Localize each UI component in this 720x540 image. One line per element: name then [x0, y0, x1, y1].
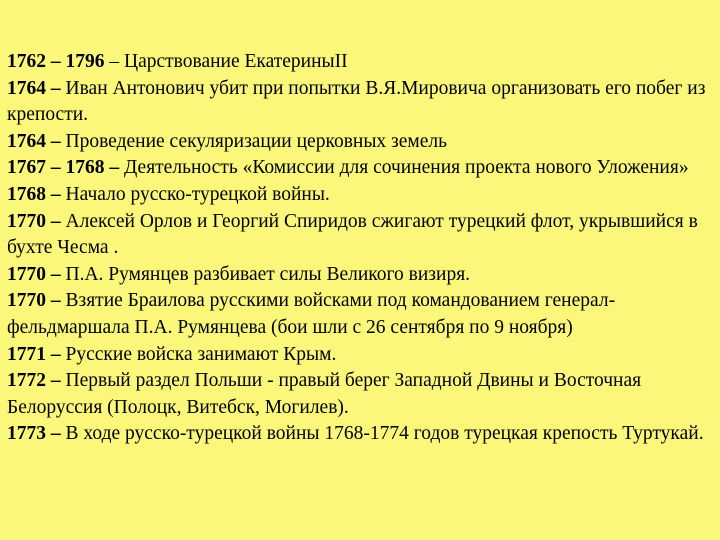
- timeline-entry: 1770 – П.А. Румянцев разбивает силы Великого визиря.: [7, 263, 471, 285]
- entry-year: 1770: [7, 210, 46, 232]
- entry-text: Русские войска занимают Крым.: [65, 343, 337, 365]
- entry-year: 1770: [7, 263, 46, 285]
- entry-text: В ходе русско-турецкой войны 1768-1774 годов турецкая крепость Туртукай.: [65, 423, 704, 445]
- entry-text: Проведение секуляризации церковных земель: [65, 130, 448, 152]
- entry-year: 1772: [7, 370, 46, 392]
- timeline-entry: 1771 – Русские войска занимают Крым.: [7, 343, 337, 365]
- entry-year: 1762 – 1796: [7, 51, 105, 72]
- entry-text: Начало русско-турецкой войны.: [65, 183, 330, 205]
- entry-year: 1770: [7, 290, 46, 312]
- entry-text: Взятие Браилова русскими войсками под командованием генерал-фельдмаршала П.А. Румянцева (бои шли с 26 сентября по 9 ноября): [7, 290, 616, 338]
- timeline-entry: 1772 – Первый раздел Польши - правый берег Западной Двины и Восточная Белоруссия (Полоцк, Витебск, Могилев).: [7, 370, 642, 418]
- entry-year: 1767 – 1768: [7, 157, 105, 179]
- entry-year: 1768: [7, 183, 46, 205]
- entry-text: Иван Антонович убит при попытки В.Я.Мировича организовать его побег из крепости.: [7, 77, 706, 126]
- entry-year: 1764: [7, 130, 46, 152]
- timeline-entry: 1762 – 1796 – Царствование ЕкатериныII: [7, 51, 348, 72]
- entry-year: 1764: [7, 77, 46, 99]
- timeline-list: [7, 49, 715, 448]
- entry-text: Алексей Орлов и Георгий Спиридов сжигают турецкий флот, укрывшийся в бухте Чесма .: [7, 210, 698, 259]
- entry-text: Царствование ЕкатериныII: [124, 51, 348, 72]
- timeline-entry: 1773 – В ходе русско-турецкой войны 1768-1774 годов турецкая крепость Туртукай.: [7, 423, 704, 445]
- entry-year: 1771: [7, 343, 46, 365]
- timeline-entry: 1767 – 1768 – Деятельность «Комиссии для сочинения проекта нового Уложения»: [7, 157, 689, 179]
- timeline-entry: 1770 – Алексей Орлов и Георгий Спиридов сжигают турецкий флот, укрывшийся в бухте Чесма .: [7, 210, 698, 259]
- entry-text: П.А. Румянцев разбивает силы Великого визиря.: [65, 263, 471, 285]
- entry-year: 1773: [7, 423, 46, 445]
- timeline-entry: 1768 – Начало русско-турецкой войны.: [7, 183, 330, 205]
- timeline-entry: 1764 – Иван Антонович убит при попытки В.Я.Мировича организовать его побег из крепости.: [7, 77, 706, 126]
- entry-text: Деятельность «Комиссии для сочинения проекта нового Уложения»: [124, 157, 689, 179]
- entry-text: Первый раздел Польши - правый берег Западной Двины и Восточная Белоруссия (Полоцк, Витебск, Могилев).: [7, 370, 642, 418]
- timeline-entry: 1770 – Взятие Браилова русскими войсками под командованием генерал-фельдмаршала П.А. Румянцева (бои шли с 26 сентября по 9 ноября): [7, 290, 616, 338]
- timeline-entry: 1764 – Проведение секуляризации церковных земель: [7, 130, 448, 152]
